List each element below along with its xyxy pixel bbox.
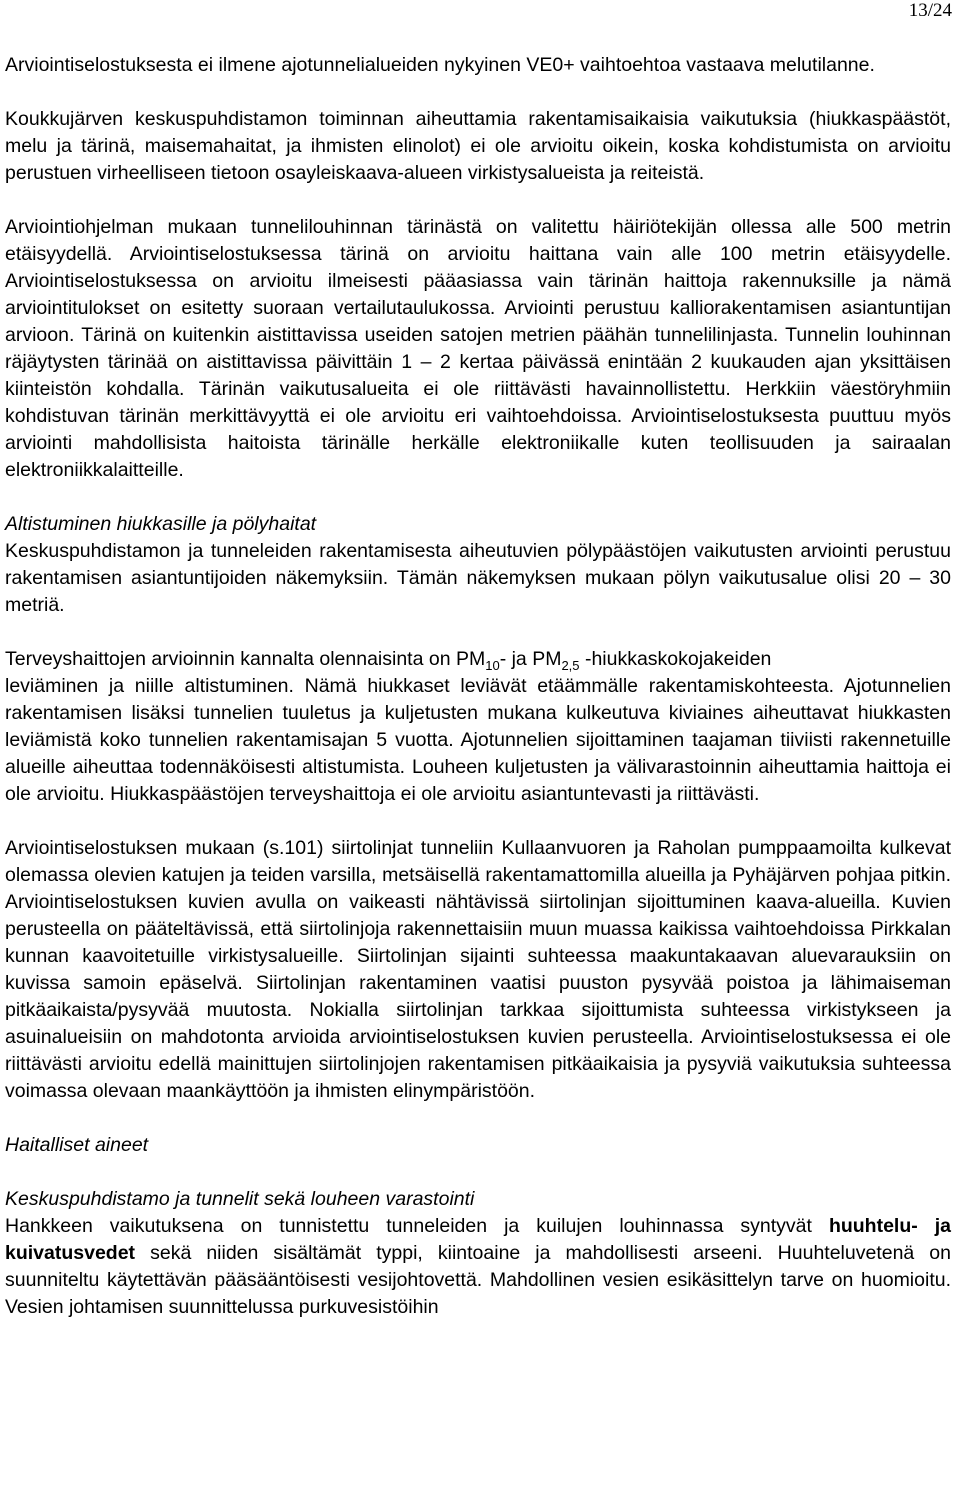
pm-text-middle: - ja PM xyxy=(499,648,562,670)
paragraph-transfer-lines: Arviointiselostuksen mukaan (s.101) siirtolinjat tunneliin Kullaanvuoren ja Raholan pumppaamoilta kulkevat olemassa olevien katujen ja teiden varsilla, metsäisellä rakentamattomilla alueilla ja Pyhäjärven pohjaa pitkin. Arviointiselostuksen kuvien avulla on vaikeasti nähtävissä siirtolinjan sijoittuminen kaava-alueilla. Kuvien perusteella on pääteltävissä, että siirtolinjoja rakennettaisiin muun muassa kaikissa vaihtoehdoissa Pirkkalan kunnan kaavoitetuille virkistysalueille. Siirtolinjan sijainti suhteessa maakuntakaavan aluevarauksiin on kuvissa samoin epäselvä. Siirtolinjan rakentaminen vaatisi puuston pysyvää poistoa ja lähimaiseman pitkäaikaista/pysyvää muutosta. Nokialla siirtolinjan tarkkaa sijoittumista suhteessa virkistykseen ja asuinalueisiin on mahdotonta arvioida arviointiselostuksen kuvien perusteella. Arviointiselostuksessa ei ole riittävästi arvioitu edellä mainittujen siirtolinjojen rakentamisen pitkäaikaisia ja pysyviä vaikutuksia suhteessa voimassa olevaan maankäyttöön ja ihmisten elinympäristöön. xyxy=(5,837,951,1102)
paragraph-plant-impacts: Koukkujärven keskuspuhdistamon toiminnan aiheuttamia rakentamisaikaisia vaikutuksia (hiukkaspäästöt, melu ja tärinä, maisemahaitat, ja ihmisten elinolot) ei ole arvioitu oikein, koska kohdistumista on arvioitu perustuen virheelliseen tietoon osayleiskaava-alueen virkistysalueista ja reiteistä. xyxy=(5,108,951,184)
paragraph-particle-spread: leviäminen ja niille altistuminen. Nämä hiukkaset leviävät etäämmälle rakentamiskohteesta. Ajotunnelien rakentamisen lisäksi tunnelien tuuletus ja kuljetusten mukana kulkeutuva kiviaines aiheuttavat hiukkasten leviämistä koko tunnelien rakentamisajan 5 vuotta. Ajotunnelien sijoittaminen taajaman tiiviisti rakennetuille alueille aiheuttaa todennäköisesti altistumista. Louheen kuljetusten ja välivarastoinnin aiheuttamia haittoja ei ole arvioitu. Hiukkaspäästöjen terveyshaittoja ei ole arvioitu asiantuntevasti ja riittävästi. xyxy=(5,675,951,805)
waters-text-bold: huuhtelu- ja kuivatusvedet xyxy=(5,1215,951,1264)
waters-text-after: sekä niiden sisältämät typpi, kiintoaine ja mahdollisesti arseeni. Huuhteluvetenä on suunniteltu käytettävän pääsääntöisesti vesijohtovettä. Mahdollinen vesien esikäsittelyn tarve on huomioitu. Vesien johtamisen suunnittelussa purkuvesistöihin xyxy=(5,1242,951,1318)
document-body xyxy=(5,52,951,1321)
heading-plant-tunnels: Keskuspuhdistamo ja tunnelit sekä louheen varastointi xyxy=(5,1188,475,1210)
page-number: 13/24 xyxy=(908,0,952,21)
waters-text-before: Hankkeen vaikutuksena on tunnistettu tunneleiden ja kuilujen louhinnassa syntyvät xyxy=(5,1215,829,1237)
heading-hazardous: Haitalliset aineet xyxy=(5,1134,149,1156)
paragraph-noise-situation: Arviointiselostuksesta ei ilmene ajotunnelialueiden nykyinen VE0+ vaihtoehtoa vastaava melutilanne. xyxy=(5,54,875,76)
pm-text-after: -hiukkaskokojakeiden xyxy=(579,648,772,670)
paragraph-dust-assessment: Keskuspuhdistamon ja tunneleiden rakentamisesta aiheutuvien pölypäästöjen vaikutusten arviointi perustuu rakentamisen asiantuntijoiden näkemyksiin. Tämän näkemyksen mukaan pölyn vaikutusalue olisi 20 – 30 metriä. xyxy=(5,540,951,616)
heading-dust: Altistuminen hiukkasille ja pölyhaitat xyxy=(5,513,317,535)
paragraph-waters xyxy=(5,1213,951,1321)
paragraph-pm-sentence xyxy=(5,646,951,673)
pm-subscript-10: 10 xyxy=(485,657,500,673)
paragraph-vibration: Arviointiohjelman mukaan tunnelilouhinnan tärinästä on valitettu häiriötekijän ollessa alle 500 metrin etäisyydellä. Arviointiselostuksessa tärinä on arvioitu haittana vain alle 100 metrin etäisyydelle. Arviointiselostuksessa on arvioitu ilmeisesti pääasiassa vain tärinän haittoja rakennuksille ja nämä arviointitulokset on esitetty suoraan vertailutaulukossa. Arviointi perustuu kalliorakentamisen asiantuntijan arvioon. Tärinä on kuitenkin aistittavissa useiden satojen metrien päähän tunnelilinjasta. Tunnelin louhinnan räjäytysten tärinää on aistittavissa päivittäin 1 – 2 kertaa päivässä enintään 2 kuukauden ajan yksittäisen kiinteistön kohdalla. Tärinän vaikutusalueita ei ole riittävästi havainnollistettu. Herkkiin väestöryhmiin kohdistuvan tärinän merkittävyyttä ei ole arvioitu eri vaihtoehdoissa. Arviointiselostuksesta puuttuu myös arviointi mahdollisista haitoista tärinälle herkälle elektroniikalle kuten teollisuuden ja sairaalan elektroniikkalaitteille. xyxy=(5,216,951,481)
pm-text-before: Terveyshaittojen arvioinnin kannalta olennaisinta on PM xyxy=(5,648,486,670)
pm-subscript-25: 2,5 xyxy=(561,657,580,673)
